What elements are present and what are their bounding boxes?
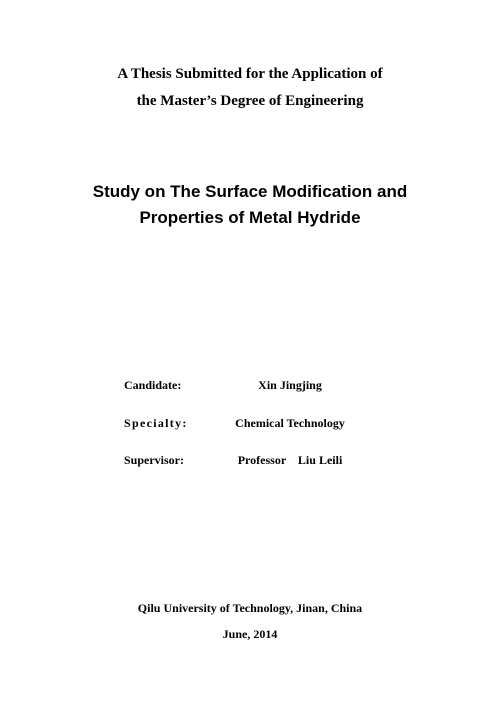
submission-date: June, 2014 xyxy=(222,627,278,641)
candidate-name: Xin Jingjing xyxy=(258,378,322,392)
supervisor-label: Supervisor: xyxy=(124,453,184,467)
degree-statement-line-2: the Master’s Degree of Engineering xyxy=(136,93,364,109)
specialty-value: Chemical Technology xyxy=(235,416,345,430)
institution-line: Qilu University of Technology, Jinan, China xyxy=(137,601,363,615)
specialty-label: Specialty: xyxy=(124,416,188,430)
candidate-label: Candidate: xyxy=(124,378,182,392)
supervisor-name: Professor Liu Leili xyxy=(237,453,343,467)
thesis-title-line-1: Study on The Surface Modification and xyxy=(92,182,408,201)
degree-statement-line-1: A Thesis Submitted for the Application of xyxy=(117,66,383,82)
thesis-title-line-2: Properties of Metal Hydride xyxy=(139,208,361,227)
